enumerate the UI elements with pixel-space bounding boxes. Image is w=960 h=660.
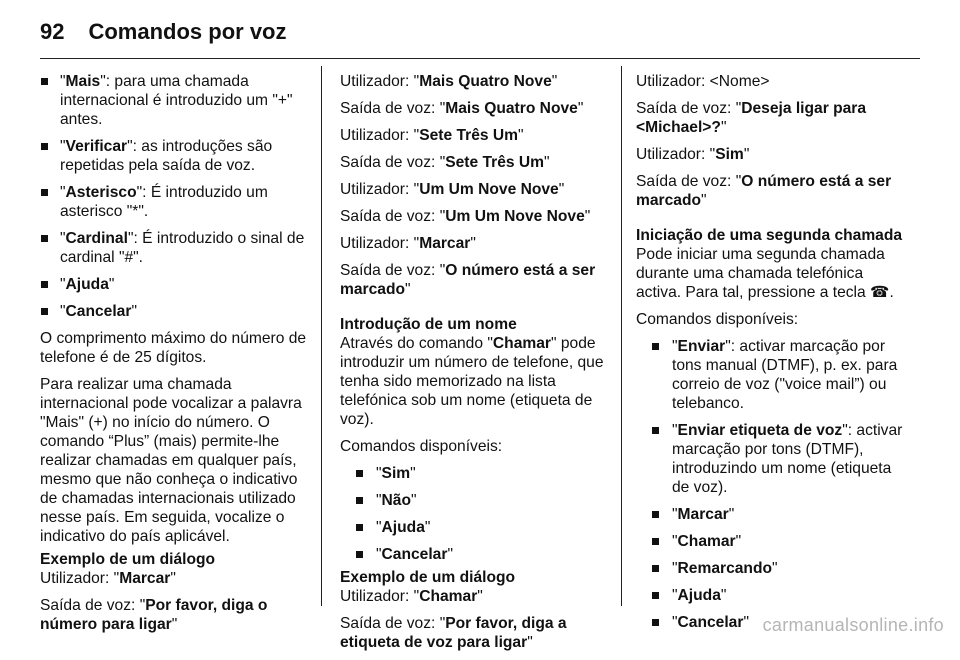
dialog-line: Saída de voz: "Mais Quatro Nove" xyxy=(340,100,584,117)
page-number: 92 xyxy=(40,19,65,44)
dialog-line: Saída de voz: "Deseja ligar para <Michael>?" xyxy=(636,100,867,136)
column-1 xyxy=(40,72,308,642)
list-item: "Cardinal": É introduzido o sinal de cardinal "#". xyxy=(40,229,308,267)
section-heading: Exemplo de um diálogo xyxy=(40,551,216,568)
list-item: "Cancelar" xyxy=(40,302,308,321)
paragraph: O comprimento máximo do número de telefone é de 25 dígitos. xyxy=(40,330,307,366)
page-header xyxy=(40,16,920,48)
paragraph: Para realizar uma chamada internacional pode vocalizar a palavra "Mais" (+) no início do número. O comando “Plus” (mais) permite-lhe realizar chamadas em qualquer país, mesmo que não conheça o indicativo de chamadas internacionais utilizado nesse país. Em seguida, vocalize o indicativo do país aplicável. xyxy=(40,376,302,545)
column-3 xyxy=(636,72,908,640)
list-item: "Asterisco": É introduzido um asterisco "*". xyxy=(40,183,308,221)
dialog-line: Saída de voz: "O número está a ser marcado" xyxy=(340,262,596,298)
paragraph: Pode iniciar uma segunda chamada durante uma chamada telefónica activa. Para tal, pressione a tecla ☎. xyxy=(636,246,894,301)
section-heading: Introdução de um nome xyxy=(340,316,517,333)
dialog-line: Saída de voz: "Por favor, diga o número para ligar" xyxy=(40,597,268,633)
watermark[interactable]: carmanualsonline.info xyxy=(762,615,944,635)
section-heading: Exemplo de um diálogo xyxy=(340,569,516,586)
list-item: "Verificar": as introduções são repetidas pela saída de voz. xyxy=(40,137,308,175)
dialog-line: Utilizador: <Nome> xyxy=(636,73,770,90)
column-divider-1 xyxy=(321,66,322,606)
dialog-line: Utilizador: "Um Um Nove Nove" xyxy=(340,181,565,198)
list-item: "Chamar" xyxy=(636,532,908,551)
list-item: "Enviar": activar marcação por tons manual (DTMF), p. ex. para correio de voz ("voice mail”) ou telebanco. xyxy=(636,337,908,413)
paragraph: Comandos disponíveis: xyxy=(340,438,503,455)
header-rule xyxy=(40,58,920,59)
dialog-line: Utilizador: "Chamar" xyxy=(340,588,483,605)
list-item: "Cancelar" xyxy=(340,545,606,564)
list-item: "Marcar" xyxy=(636,505,908,524)
dialog-line: Utilizador: "Marcar" xyxy=(340,235,476,252)
list-item: "Sim" xyxy=(340,464,606,483)
list-item: "Não" xyxy=(340,491,606,510)
list-item: "Mais": para uma chamada internacional é introduzido um "+" antes. xyxy=(40,72,308,129)
dialog-line: Saída de voz: "O número está a ser marcado" xyxy=(636,173,892,209)
dialog-line: Utilizador: "Mais Quatro Nove" xyxy=(340,73,558,90)
list-item: "Ajuda" xyxy=(40,275,308,294)
page-title: Comandos por voz xyxy=(88,19,287,44)
list-item: "Cancelar" xyxy=(636,613,908,632)
column-2 xyxy=(340,72,606,660)
paragraph: Através do comando "Chamar" pode introduzir um número de telefone, que tenha sido memorizado na lista telefónica sob um nome (etiqueta de voz). xyxy=(340,335,604,428)
list-item: "Enviar etiqueta de voz": activar marcação por tons (DTMF), introduzindo um nome (etiqueta de voz). xyxy=(636,421,908,497)
dialog-line: Utilizador: "Marcar" xyxy=(40,570,176,587)
paragraph: Comandos disponíveis: xyxy=(636,311,799,328)
column-divider-2 xyxy=(621,66,622,606)
list-item: "Remarcando" xyxy=(636,559,908,578)
dialog-line: Saída de voz: "Por favor, diga a etiqueta de voz para ligar" xyxy=(340,615,567,651)
list-item: "Ajuda" xyxy=(340,518,606,537)
section-heading: Iniciação de uma segunda chamada xyxy=(636,227,903,244)
dialog-line: Saída de voz: "Sete Três Um" xyxy=(340,154,550,171)
dialog-line: Saída de voz: "Um Um Nove Nove" xyxy=(340,208,591,225)
dialog-line: Utilizador: "Sete Três Um" xyxy=(340,127,524,144)
dialog-line: Utilizador: "Sim" xyxy=(636,146,750,163)
list-item: "Ajuda" xyxy=(636,586,908,605)
